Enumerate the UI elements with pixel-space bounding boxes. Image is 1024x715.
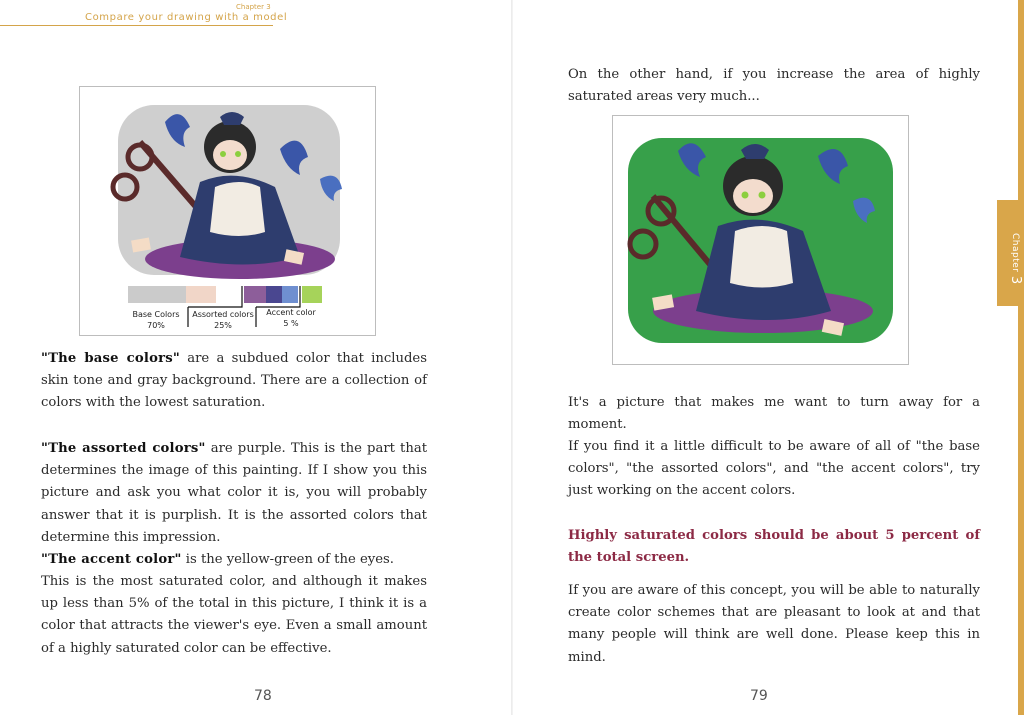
- page-number-right: 79: [750, 688, 768, 704]
- legend-base-colors-name: Base Colors: [132, 310, 180, 319]
- illustration-gray-artwork: [80, 87, 375, 335]
- page-spine: [511, 0, 513, 715]
- chapter-tab-word: Chapter: [1010, 233, 1020, 273]
- legend-assorted-colors: [190, 309, 256, 331]
- chapter-tab-label[interactable]: [999, 233, 1023, 293]
- left-paragraph-assorted-colors: [41, 438, 427, 549]
- illustration-green-artwork: [613, 116, 908, 364]
- left-paragraph-saturation: This is the most saturated color, and although it makes up less than 5% of the total in this picture, I think it is a color that attracts the viewer's eye. Even a small amount of a highly saturated color can be effective.: [41, 574, 427, 656]
- legend-base-colors-percent: 70%: [147, 321, 165, 330]
- right-paragraph-turn-away: It's a picture that makes me want to turn away for a moment.: [568, 395, 980, 433]
- figure-illustration-palette: [79, 86, 376, 336]
- term-accent-color: "The accent color": [41, 552, 182, 567]
- page-edge-strip: [1018, 0, 1024, 715]
- chapter-tab-number: 3: [1008, 275, 1023, 285]
- right-paragraph-advice: If you find it a little difficult to be aware of all of "the base colors", "the assorted colors", and "the accent colors", try just working on the accent colors.: [568, 439, 980, 499]
- figure-illustration-green: [612, 115, 909, 365]
- left-paragraph-base-colors: [41, 348, 427, 415]
- header-section-title: Compare your drawing with a model: [85, 12, 288, 23]
- right-paragraph-conclusion: If you are aware of this concept, you will be able to naturally create color schemes that are pleasant to look at and that many people will think are well done. Please keep this in mind.: [568, 583, 980, 665]
- legend-accent-color-name: Accent color: [266, 308, 316, 317]
- text-base-colors: are a subdued color that includes skin tone and gray background. There are a collection of colors with the lowest saturation.: [41, 351, 427, 411]
- header-chapter-label: Chapter 3: [236, 3, 271, 11]
- legend-assorted-colors-percent: 25%: [214, 321, 232, 330]
- legend-accent-color-percent: 5 %: [283, 319, 299, 328]
- page-number-left: 78: [254, 688, 272, 704]
- legend-assorted-colors-name: Assorted colors: [192, 310, 254, 319]
- term-assorted-colors: "The assorted colors": [41, 441, 206, 456]
- text-accent-color: is the yellow-green of the eyes.: [181, 552, 394, 567]
- legend-accent-color: [258, 307, 324, 329]
- term-base-colors: "The base colors": [41, 351, 180, 366]
- legend-base-colors: [124, 309, 188, 331]
- text-assorted-colors: are purple. This is the part that determines the image of this painting. If I show you this picture and ask you what color it is, you will probably answer that it is purplish. It is the assorted colors that determine this impression.: [41, 441, 427, 545]
- header-rule: [0, 25, 273, 26]
- right-paragraph-intro: On the other hand, if you increase the area of highly saturated areas very much...: [568, 67, 980, 105]
- left-paragraph-accent-color: [41, 549, 427, 571]
- right-highlight-rule: Highly saturated colors should be about 5 percent of the total screen.: [568, 528, 980, 566]
